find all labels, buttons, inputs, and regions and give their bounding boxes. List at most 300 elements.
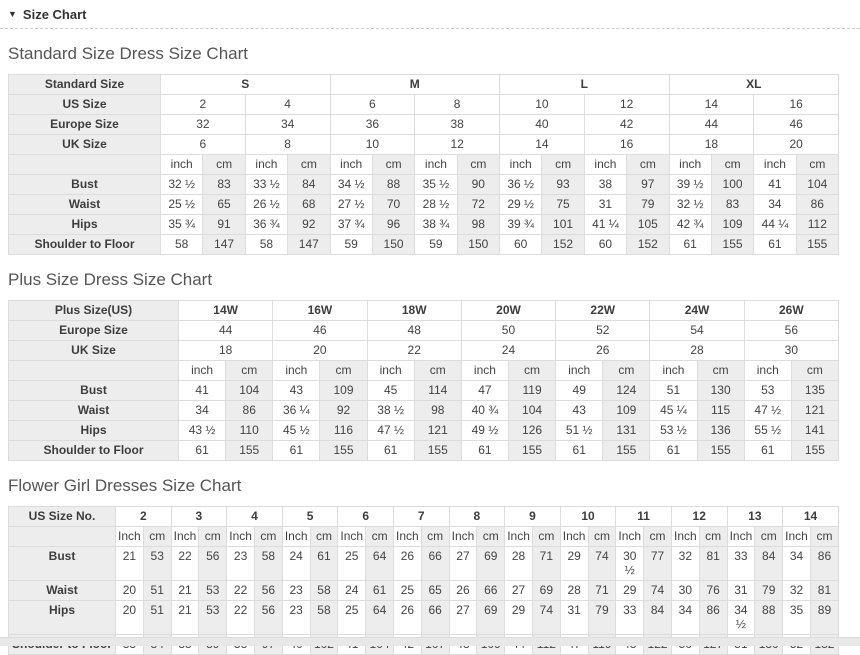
- collapse-arrow-icon: ▼: [8, 9, 17, 19]
- size-header-cell: 12: [671, 507, 727, 527]
- measure-cell: 25: [393, 581, 421, 601]
- measure-cell: 61: [461, 441, 508, 461]
- size-value-cell: 14: [669, 95, 754, 115]
- measure-cell: 23: [282, 581, 310, 601]
- size-value-cell: 52: [556, 321, 650, 341]
- measure-cell: 24: [282, 547, 310, 581]
- table-row: [9, 155, 839, 175]
- measure-cell: 152: [542, 235, 584, 255]
- measure-cell: 121: [791, 401, 838, 421]
- table-row: [9, 547, 839, 581]
- size-header-cell: 14W: [179, 301, 273, 321]
- measure-cell: 61: [650, 441, 697, 461]
- unit-cell: cm: [627, 155, 669, 175]
- measure-cell: 61: [754, 235, 796, 255]
- size-value-cell: 44: [179, 321, 273, 341]
- measure-cell: 119: [508, 381, 555, 401]
- measure-cell: 92: [320, 401, 367, 421]
- measure-cell: 66: [477, 581, 505, 601]
- size-value-cell: 24: [461, 341, 555, 361]
- row-label: Bust: [9, 175, 161, 195]
- row-label: Waist: [9, 195, 161, 215]
- measure-cell: 65: [203, 195, 245, 215]
- measure-cell: 40 ¾: [461, 401, 508, 421]
- measure-cell: 20: [116, 601, 144, 635]
- unit-cell: cm: [810, 527, 838, 547]
- table-row: [9, 115, 839, 135]
- measure-cell: 114: [414, 381, 461, 401]
- measure-cell: 84: [755, 547, 783, 581]
- measure-cell: 58: [245, 235, 287, 255]
- table-row: [9, 321, 839, 341]
- measure-cell: 22: [171, 547, 199, 581]
- size-header-cell: 10: [560, 507, 616, 527]
- size-value-cell: 46: [754, 115, 839, 135]
- measure-cell: 51 ½: [556, 421, 603, 441]
- unit-cell: cm: [588, 527, 616, 547]
- measure-cell: 30: [671, 581, 699, 601]
- unit-cell: inch: [584, 155, 626, 175]
- measure-cell: 59: [330, 235, 372, 255]
- size-header-cell: 6: [338, 507, 394, 527]
- measure-cell: 60: [500, 235, 542, 255]
- measure-cell: 68: [288, 195, 330, 215]
- measure-cell: 155: [320, 441, 367, 461]
- measure-cell: 55 ½: [744, 421, 791, 441]
- measure-cell: 64: [366, 547, 394, 581]
- measure-cell: 84: [288, 175, 330, 195]
- size-value-cell: 22: [367, 341, 461, 361]
- measure-cell: 121: [414, 421, 461, 441]
- measure-cell: 32 ½: [669, 195, 711, 215]
- measure-cell: 72: [457, 195, 499, 215]
- size-value-cell: 6: [161, 135, 246, 155]
- measure-cell: 79: [755, 581, 783, 601]
- measure-cell: 47: [461, 381, 508, 401]
- measure-cell: 71: [532, 547, 560, 581]
- unit-cell: cm: [372, 155, 414, 175]
- measure-cell: 32: [671, 547, 699, 581]
- size-header-cell: 9: [505, 507, 561, 527]
- size-value-cell: 8: [245, 135, 330, 155]
- measure-cell: 86: [810, 547, 838, 581]
- measure-cell: 36 ½: [500, 175, 542, 195]
- measure-cell: 36 ¾: [245, 215, 287, 235]
- size-header-cell: 7: [393, 507, 449, 527]
- measure-cell: 93: [542, 175, 584, 195]
- measure-cell: 51: [143, 581, 171, 601]
- measure-cell: 126: [508, 421, 555, 441]
- measure-cell: 29: [616, 581, 644, 601]
- size-header-cell: 4: [227, 507, 283, 527]
- row-label: Waist: [9, 401, 179, 421]
- measure-cell: 53: [143, 547, 171, 581]
- measure-cell: 105: [627, 215, 669, 235]
- measure-cell: 58: [161, 235, 203, 255]
- chart-heading: Flower Girl Dresses Size Chart: [8, 476, 242, 495]
- measure-cell: 47 ½: [744, 401, 791, 421]
- row-label: UK Size: [9, 341, 179, 361]
- unit-cell: inch: [367, 361, 414, 381]
- measure-cell: 27 ½: [330, 195, 372, 215]
- measure-cell: 32: [783, 581, 811, 601]
- row-label: Hips: [9, 601, 116, 635]
- unit-cell: cm: [699, 527, 727, 547]
- measure-cell: 147: [288, 235, 330, 255]
- measure-cell: 33: [727, 547, 755, 581]
- size-header-cell: 3: [171, 507, 227, 527]
- unit-cell: cm: [644, 527, 672, 547]
- measure-cell: 31: [560, 601, 588, 635]
- unit-cell: inch: [500, 155, 542, 175]
- row-label: Europe Size: [9, 115, 161, 135]
- unit-cell: inch: [161, 155, 203, 175]
- measure-cell: 104: [796, 175, 838, 195]
- measure-cell: 32 ½: [161, 175, 203, 195]
- measure-cell: 86: [226, 401, 273, 421]
- size-value-cell: 40: [500, 115, 585, 135]
- size-table: [8, 506, 839, 655]
- size-table: [8, 300, 839, 461]
- size-header-cell: S: [161, 75, 331, 95]
- unit-cell: inch: [273, 361, 320, 381]
- measure-cell: 150: [372, 235, 414, 255]
- measure-cell: 74: [644, 581, 672, 601]
- measure-cell: 61: [669, 235, 711, 255]
- measure-cell: 25 ½: [161, 195, 203, 215]
- row-label: US Size: [9, 95, 161, 115]
- size-value-cell: 18: [669, 135, 754, 155]
- unit-cell: Inch: [227, 527, 255, 547]
- size-charts: [0, 44, 860, 655]
- measure-cell: 109: [320, 381, 367, 401]
- measure-cell: 109: [603, 401, 650, 421]
- measure-cell: 155: [226, 441, 273, 461]
- measure-cell: 100: [711, 175, 753, 195]
- measure-cell: 49 ½: [461, 421, 508, 441]
- table-row: [9, 341, 839, 361]
- row-label: [9, 527, 116, 547]
- measure-cell: 38 ½: [367, 401, 414, 421]
- measure-cell: 56: [254, 601, 282, 635]
- size-value-cell: 30: [744, 341, 838, 361]
- table-row: [9, 507, 839, 527]
- size-value-cell: 16: [754, 95, 839, 115]
- measure-cell: 29: [505, 601, 533, 635]
- measure-cell: 155: [711, 235, 753, 255]
- row-label: Shoulder to Floor: [9, 441, 179, 461]
- measure-cell: 91: [203, 215, 245, 235]
- size-header-cell: 13: [727, 507, 783, 527]
- measure-cell: 41: [754, 175, 796, 195]
- unit-cell: Inch: [505, 527, 533, 547]
- measure-cell: 90: [457, 175, 499, 195]
- measure-cell: 96: [372, 215, 414, 235]
- table-row: [9, 361, 839, 381]
- measure-cell: 59: [415, 235, 457, 255]
- row-label: Bust: [9, 547, 116, 581]
- size-header-cell: 14: [783, 507, 839, 527]
- unit-cell: inch: [415, 155, 457, 175]
- measure-cell: 69: [532, 581, 560, 601]
- unit-cell: Inch: [727, 527, 755, 547]
- measure-cell: 110: [226, 421, 273, 441]
- measure-cell: 43: [273, 381, 320, 401]
- size-value-cell: 50: [461, 321, 555, 341]
- unit-cell: inch: [754, 155, 796, 175]
- measure-cell: 53 ½: [650, 421, 697, 441]
- size-header-cell: 2: [116, 507, 172, 527]
- measure-cell: 74: [588, 547, 616, 581]
- measure-cell: 25: [338, 547, 366, 581]
- measure-cell: 141: [791, 421, 838, 441]
- measure-cell: 34 ½: [330, 175, 372, 195]
- measure-cell: 97: [627, 175, 669, 195]
- measure-cell: 155: [508, 441, 555, 461]
- measure-cell: 37 ¾: [330, 215, 372, 235]
- unit-cell: inch: [744, 361, 791, 381]
- chart-heading: Plus Size Dress Size Chart: [8, 270, 213, 289]
- measure-cell: 116: [320, 421, 367, 441]
- measure-cell: 56: [254, 581, 282, 601]
- size-value-cell: 4: [245, 95, 330, 115]
- row-label: Bust: [9, 381, 179, 401]
- measure-cell: 61: [273, 441, 320, 461]
- measure-cell: 38: [584, 175, 626, 195]
- unit-cell: cm: [532, 527, 560, 547]
- section-title: Size Chart: [22, 7, 87, 22]
- table-row: [9, 421, 839, 441]
- size-value-cell: 10: [500, 95, 585, 115]
- size-value-cell: 54: [650, 321, 744, 341]
- measure-cell: 45 ½: [273, 421, 320, 441]
- measure-cell: 61: [179, 441, 226, 461]
- measure-cell: 61: [367, 441, 414, 461]
- measure-cell: 29 ½: [500, 195, 542, 215]
- chart-heading: Standard Size Dress Size Chart: [8, 44, 248, 63]
- measure-cell: 81: [699, 547, 727, 581]
- size-value-cell: 20: [754, 135, 839, 155]
- measure-cell: 75: [542, 195, 584, 215]
- size-value-cell: 56: [744, 321, 838, 341]
- measure-cell: 33: [616, 601, 644, 635]
- size-value-cell: 32: [161, 115, 246, 135]
- measure-cell: 135: [791, 381, 838, 401]
- table-row: [9, 601, 839, 635]
- measure-cell: 21: [171, 601, 199, 635]
- measure-cell: 22: [227, 601, 255, 635]
- measure-cell: 28 ½: [415, 195, 457, 215]
- measure-cell: 61: [744, 441, 791, 461]
- measure-cell: 34: [783, 547, 811, 581]
- measure-cell: 58: [310, 601, 338, 635]
- unit-cell: inch: [669, 155, 711, 175]
- size-value-cell: 2: [161, 95, 246, 115]
- measure-cell: 53: [199, 601, 227, 635]
- size-chart-section-header[interactable]: [0, 0, 860, 29]
- measure-cell: 58: [310, 581, 338, 601]
- measure-cell: 23: [282, 601, 310, 635]
- measure-cell: 92: [288, 215, 330, 235]
- measure-cell: 155: [791, 441, 838, 461]
- measure-cell: 101: [542, 215, 584, 235]
- measure-cell: 109: [711, 215, 753, 235]
- measure-cell: 43: [556, 401, 603, 421]
- size-value-cell: 16: [584, 135, 669, 155]
- measure-cell: 30 ½: [616, 547, 644, 581]
- size-header-cell: 26W: [744, 301, 838, 321]
- unit-cell: cm: [199, 527, 227, 547]
- measure-cell: 56: [199, 547, 227, 581]
- measure-cell: 155: [796, 235, 838, 255]
- measure-cell: 88: [755, 601, 783, 635]
- measure-cell: 98: [414, 401, 461, 421]
- table-row: [9, 135, 839, 155]
- measure-cell: 66: [421, 601, 449, 635]
- measure-cell: 29: [560, 547, 588, 581]
- measure-cell: 21: [116, 547, 144, 581]
- measure-cell: 27: [449, 601, 477, 635]
- measure-cell: 131: [603, 421, 650, 441]
- measure-cell: 28: [560, 581, 588, 601]
- size-value-cell: 14: [500, 135, 585, 155]
- unit-cell: Inch: [671, 527, 699, 547]
- measure-cell: 155: [697, 441, 744, 461]
- measure-cell: 112: [796, 215, 838, 235]
- measure-cell: 27: [505, 581, 533, 601]
- measure-cell: 83: [203, 175, 245, 195]
- measure-cell: 69: [477, 601, 505, 635]
- row-label: [9, 361, 179, 381]
- measure-cell: 84: [644, 601, 672, 635]
- measure-cell: 26: [393, 547, 421, 581]
- size-value-cell: 6: [330, 95, 415, 115]
- size-value-cell: 44: [669, 115, 754, 135]
- size-header-cell: 11: [616, 507, 672, 527]
- size-value-cell: 34: [245, 115, 330, 135]
- size-value-cell: 38: [415, 115, 500, 135]
- measure-cell: 34 ½: [727, 601, 755, 635]
- row-label: Hips: [9, 215, 161, 235]
- measure-cell: 124: [603, 381, 650, 401]
- unit-cell: inch: [330, 155, 372, 175]
- unit-cell: cm: [143, 527, 171, 547]
- unit-cell: inch: [650, 361, 697, 381]
- measure-cell: 34: [671, 601, 699, 635]
- size-header-cell: L: [500, 75, 670, 95]
- table-row: [9, 195, 839, 215]
- unit-cell: cm: [254, 527, 282, 547]
- size-value-cell: 46: [273, 321, 367, 341]
- unit-cell: cm: [288, 155, 330, 175]
- measure-cell: 42 ¾: [669, 215, 711, 235]
- measure-cell: 36 ¼: [273, 401, 320, 421]
- unit-cell: cm: [477, 527, 505, 547]
- measure-cell: 34: [179, 401, 226, 421]
- unit-cell: cm: [755, 527, 783, 547]
- measure-cell: 147: [203, 235, 245, 255]
- measure-cell: 51: [650, 381, 697, 401]
- measure-cell: 104: [508, 401, 555, 421]
- table-row: [9, 441, 839, 461]
- measure-cell: 33 ½: [245, 175, 287, 195]
- measure-cell: 41 ¼: [584, 215, 626, 235]
- size-value-cell: 10: [330, 135, 415, 155]
- table-row: [9, 75, 839, 95]
- table-row: [9, 175, 839, 195]
- measure-cell: 79: [588, 601, 616, 635]
- table-row: [9, 95, 839, 115]
- measure-cell: 45 ¼: [650, 401, 697, 421]
- unit-cell: Inch: [282, 527, 310, 547]
- unit-cell: inch: [461, 361, 508, 381]
- table-row: [9, 401, 839, 421]
- size-value-cell: 12: [415, 135, 500, 155]
- measure-cell: 23: [227, 547, 255, 581]
- measure-cell: 58: [254, 547, 282, 581]
- table-row: [9, 527, 839, 547]
- measure-cell: 83: [711, 195, 753, 215]
- size-value-cell: 28: [650, 341, 744, 361]
- measure-cell: 45: [367, 381, 414, 401]
- measure-cell: 31: [727, 581, 755, 601]
- unit-cell: cm: [414, 361, 461, 381]
- measure-cell: 61: [310, 547, 338, 581]
- footer-strip: [0, 637, 860, 646]
- row-label: Standard Size: [9, 75, 161, 95]
- measure-cell: 64: [366, 601, 394, 635]
- unit-cell: cm: [421, 527, 449, 547]
- measure-cell: 35 ¾: [161, 215, 203, 235]
- measure-cell: 152: [627, 235, 669, 255]
- size-value-cell: 42: [584, 115, 669, 135]
- unit-cell: cm: [203, 155, 245, 175]
- measure-cell: 20: [116, 581, 144, 601]
- unit-cell: cm: [508, 361, 555, 381]
- size-header-cell: 22W: [556, 301, 650, 321]
- table-row: [9, 235, 839, 255]
- measure-cell: 25: [338, 601, 366, 635]
- measure-cell: 70: [372, 195, 414, 215]
- measure-cell: 65: [421, 581, 449, 601]
- row-label: Europe Size: [9, 321, 179, 341]
- measure-cell: 51: [143, 601, 171, 635]
- table-row: [9, 381, 839, 401]
- measure-cell: 39 ½: [669, 175, 711, 195]
- measure-cell: 22: [227, 581, 255, 601]
- size-header-cell: XL: [669, 75, 839, 95]
- measure-cell: 31: [584, 195, 626, 215]
- unit-cell: Inch: [393, 527, 421, 547]
- size-header-cell: 20W: [461, 301, 555, 321]
- unit-cell: inch: [245, 155, 287, 175]
- measure-cell: 27: [449, 547, 477, 581]
- measure-cell: 77: [644, 547, 672, 581]
- size-value-cell: 48: [367, 321, 461, 341]
- measure-cell: 89: [810, 601, 838, 635]
- size-header-cell: 8: [449, 507, 505, 527]
- measure-cell: 150: [457, 235, 499, 255]
- table-row: [9, 215, 839, 235]
- measure-cell: 76: [699, 581, 727, 601]
- measure-cell: 38 ¾: [415, 215, 457, 235]
- unit-cell: cm: [457, 155, 499, 175]
- unit-cell: Inch: [783, 527, 811, 547]
- measure-cell: 34: [754, 195, 796, 215]
- row-label: Waist: [9, 581, 116, 601]
- unit-cell: cm: [791, 361, 838, 381]
- measure-cell: 35: [783, 601, 811, 635]
